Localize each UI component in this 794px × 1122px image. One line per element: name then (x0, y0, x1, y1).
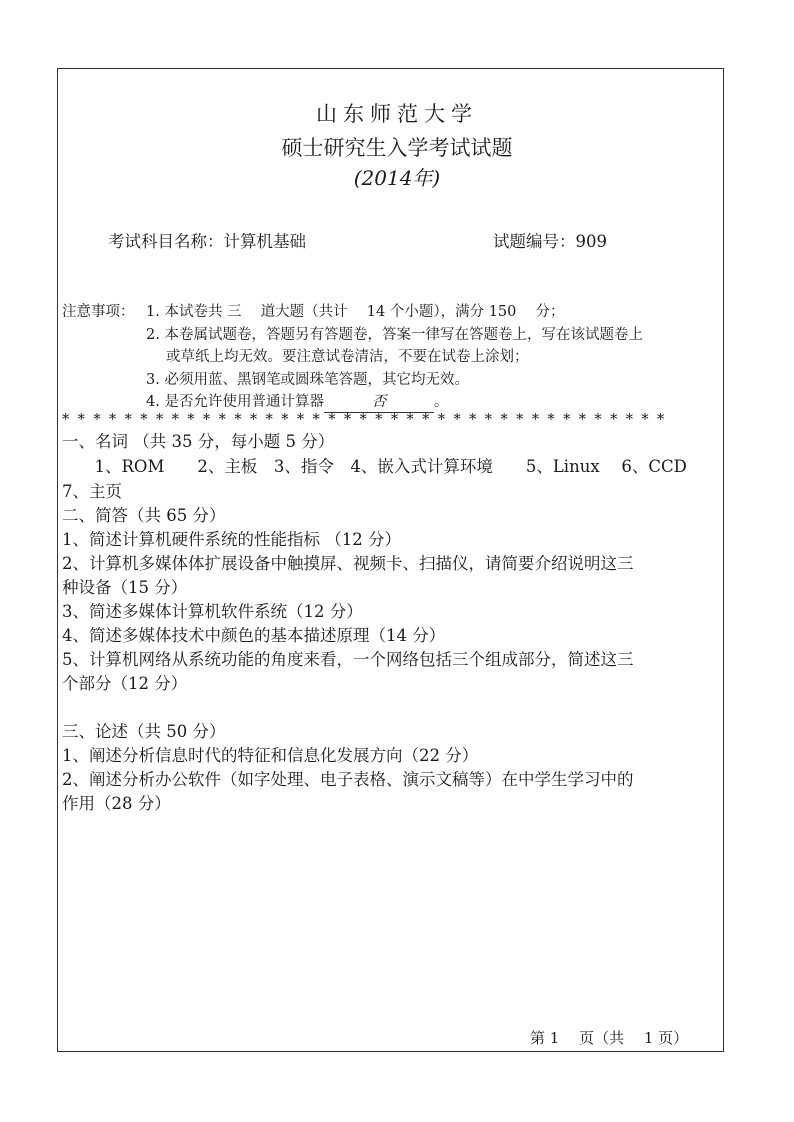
page-footer: 第 1 页（共 1 页） (530, 1029, 689, 1047)
question-2-5-cont: 个部分（12 分） (62, 674, 188, 693)
university-name: 山东师范大学 (316, 102, 478, 126)
section-1-heading: 一、名词 （共 35 分，每小题 5 分） (62, 432, 335, 451)
note-1: 1. 本试卷共 三 道大题（共计 14 个小题），满分 150 分； (146, 304, 565, 320)
end-mark: 。 (433, 394, 449, 410)
exam-title: 硕士研究生入学考试试题 (281, 136, 513, 160)
notes-label: 注意事项： (62, 304, 135, 320)
subject-name: 考试科目名称：计算机基础 (108, 232, 306, 251)
question-3-1: 1、阐述分析信息时代的特征和信息化发展方向（22 分） (62, 746, 479, 765)
note-3: 3. 必须用蓝、黑钢笔或圆珠笔答题，其它均无效。 (146, 372, 469, 388)
star-divider: * * * * * * * * * * * * * * * * * * * * * * * * * * * * * * * * * * * * * * * (62, 412, 667, 428)
question-3-2-cont: 作用（28 分） (62, 794, 171, 813)
note-4-text: 4. 是否允许使用普通计算器 (146, 394, 324, 410)
section-3-heading: 三、论述（共 50 分） (62, 722, 226, 741)
question-2-2: 2、计算机多媒体体扩展设备中触摸屏、视频卡、扫描仪，请简要介绍说明这三 (62, 554, 634, 573)
question-2-3: 3、简述多媒体计算机软件系统（12 分） (62, 602, 363, 621)
question-2-4: 4、简述多媒体技术中颜色的基本描述原理（14 分） (62, 626, 446, 645)
year-handwritten: (2014年) (353, 166, 441, 190)
question-2-5: 5、计算机网络从系统功能的角度来看，一个网络包括三个组成部分，简述这三 (62, 650, 634, 669)
section-2-heading: 二、简答（共 65 分） (62, 506, 226, 525)
note-2-cont: 或草纸上均无效。要注意试卷清洁，不要在试卷上涂划； (166, 349, 529, 365)
section-1-terms-cont: 7、主页 (62, 482, 122, 501)
exam-code: 试题编号：909 (493, 232, 607, 251)
question-2-2-cont: 种设备（15 分） (62, 578, 188, 597)
note-2: 2. 本卷属试题卷，答题另有答题卷，答案一律写在答题卷上，写在该试题卷上 (146, 327, 643, 343)
section-1-terms: 1、ROM 2、主板 3、指令 4、嵌入式计算环境 5、Linux 6、CCD (78, 457, 687, 476)
calculator-answer: 否 (324, 392, 434, 413)
question-2-1: 1、简述计算机硬件系统的性能指标 （12 分） (62, 530, 401, 549)
question-3-2: 2、阐述分析办公软件（如字处理、电子表格、演示文稿等）在中学生学习中的 (62, 770, 634, 789)
